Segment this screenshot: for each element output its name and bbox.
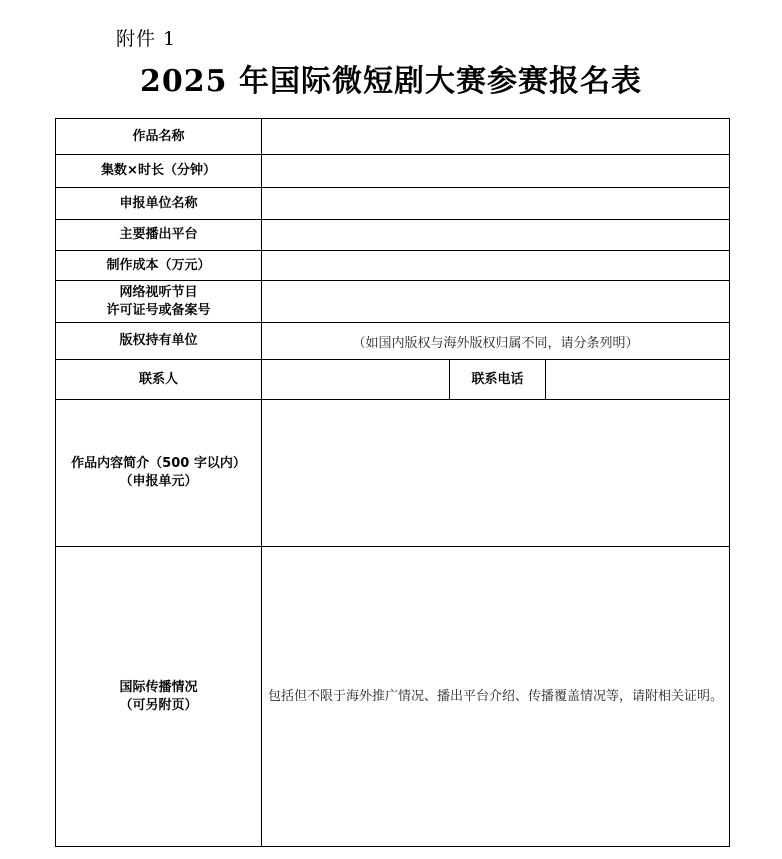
license-label-line2: 许可证号或备案号	[106, 302, 211, 318]
row-international	[56, 547, 730, 847]
main-platform-field[interactable]	[262, 220, 730, 251]
license-label	[56, 281, 262, 323]
production-cost-field[interactable]	[262, 251, 730, 281]
row-production-cost	[56, 251, 730, 281]
registration-form-table	[55, 118, 730, 847]
work-name-field[interactable]	[262, 119, 730, 155]
international-label	[56, 547, 262, 847]
row-episodes-duration	[56, 155, 730, 188]
summary-label-line2: （申报单元）	[119, 474, 198, 489]
row-contact	[56, 360, 730, 400]
attachment-label: 附件 1	[116, 28, 177, 50]
work-name-label: 作品名称	[56, 119, 262, 155]
contact-phone-field[interactable]	[546, 360, 730, 400]
row-copyright-holder	[56, 323, 730, 360]
contact-person-field[interactable]	[262, 360, 450, 400]
row-license	[56, 281, 730, 323]
production-cost-label: 制作成本（万元）	[56, 251, 262, 281]
episodes-duration-label: 集数×时长（分钟）	[56, 155, 262, 188]
applicant-unit-label: 申报单位名称	[56, 188, 262, 220]
summary-field[interactable]	[262, 400, 730, 547]
main-platform-label: 主要播出平台	[56, 220, 262, 251]
copyright-hint: （如国内版权与海外版权归属不同，请分条列明）	[352, 335, 639, 351]
row-work-name	[56, 119, 730, 155]
episodes-duration-field[interactable]	[262, 155, 730, 188]
international-field[interactable]	[262, 547, 730, 847]
copyright-holder-field[interactable]	[262, 323, 730, 360]
license-label-line1: 网络视听节目	[119, 284, 198, 300]
row-summary	[56, 400, 730, 547]
row-applicant-unit	[56, 188, 730, 220]
applicant-unit-field[interactable]	[262, 188, 730, 220]
contact-phone-label: 联系电话	[450, 360, 546, 400]
international-label-line1: 国际传播情况	[119, 679, 198, 695]
row-main-platform	[56, 220, 730, 251]
international-hint: 包括但不限于海外推广情况、播出平台介绍、传播覆盖情况等，请附相关证明。	[268, 689, 724, 704]
international-label-line2: （可另附页）	[119, 697, 198, 713]
copyright-holder-label: 版权持有单位	[56, 323, 262, 360]
license-field[interactable]	[262, 281, 730, 323]
summary-label-line1: 作品内容简介（500 字以内）	[71, 456, 246, 471]
contact-person-label: 联系人	[56, 360, 262, 400]
form-title: 2025 年国际微短剧大赛参赛报名表	[140, 64, 642, 99]
summary-label	[56, 400, 262, 547]
